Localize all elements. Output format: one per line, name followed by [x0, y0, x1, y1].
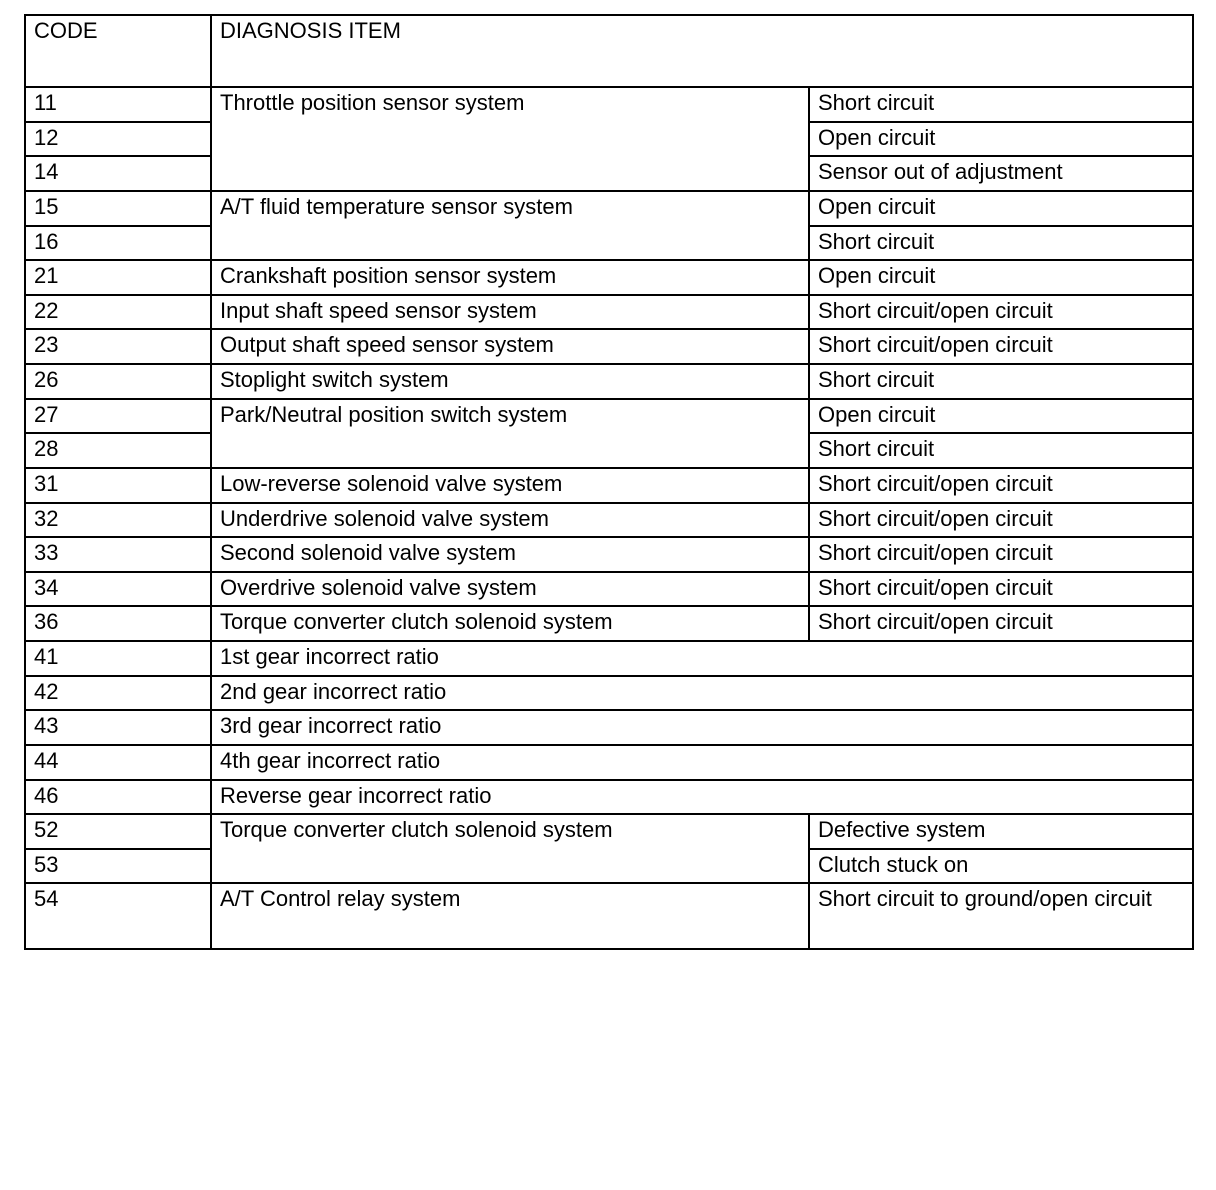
cell-detail: Clutch stuck on [809, 849, 1193, 884]
cell-code: 32 [25, 503, 211, 538]
cell-detail: Short circuit/open circuit [809, 468, 1193, 503]
table-row [25, 883, 1193, 949]
cell-code: 36 [25, 606, 211, 641]
table-row [25, 537, 1193, 572]
cell-code: 14 [25, 156, 211, 191]
cell-detail: Short circuit/open circuit [809, 295, 1193, 330]
table-row [25, 260, 1193, 295]
cell-code: 46 [25, 780, 211, 815]
cell-code: 27 [25, 399, 211, 434]
diagnosis-code-table [24, 14, 1194, 950]
cell-code: 52 [25, 814, 211, 849]
cell-item: Crankshaft position sensor system [211, 260, 809, 295]
cell-code: 23 [25, 329, 211, 364]
cell-code: 42 [25, 676, 211, 711]
cell-code: 53 [25, 849, 211, 884]
table-header-row [25, 15, 1193, 87]
cell-code: 41 [25, 641, 211, 676]
table-row [25, 468, 1193, 503]
cell-detail: Open circuit [809, 191, 1193, 226]
cell-item: Reverse gear incorrect ratio [211, 780, 1193, 815]
cell-item: 2nd gear incorrect ratio [211, 676, 1193, 711]
cell-item: Stoplight switch system [211, 364, 809, 399]
cell-detail: Sensor out of adjustment [809, 156, 1193, 191]
column-header-code: CODE [25, 15, 211, 87]
table-row [25, 364, 1193, 399]
column-header-diagnosis-item: DIAGNOSIS ITEM [211, 15, 1193, 87]
cell-detail: Short circuit to ground/open circuit [809, 883, 1193, 949]
cell-code: 44 [25, 745, 211, 780]
table-row [25, 399, 1193, 434]
cell-code: 22 [25, 295, 211, 330]
cell-code: 15 [25, 191, 211, 226]
cell-item: Input shaft speed sensor system [211, 295, 809, 330]
cell-code: 16 [25, 226, 211, 261]
cell-detail: Short circuit [809, 433, 1193, 468]
cell-code: 43 [25, 710, 211, 745]
cell-item: Torque converter clutch solenoid system [211, 814, 809, 883]
cell-code: 11 [25, 87, 211, 122]
cell-item: Low-reverse solenoid valve system [211, 468, 809, 503]
cell-item: Underdrive solenoid valve system [211, 503, 809, 538]
table-row [25, 710, 1193, 745]
cell-code: 54 [25, 883, 211, 949]
cell-item: Output shaft speed sensor system [211, 329, 809, 364]
table-row [25, 676, 1193, 711]
cell-detail: Short circuit [809, 364, 1193, 399]
table-row [25, 503, 1193, 538]
cell-detail: Short circuit/open circuit [809, 503, 1193, 538]
cell-item: 3rd gear incorrect ratio [211, 710, 1193, 745]
cell-item: A/T fluid temperature sensor system [211, 191, 809, 260]
table-row [25, 780, 1193, 815]
cell-detail: Short circuit/open circuit [809, 537, 1193, 572]
table-row [25, 295, 1193, 330]
cell-item: Park/Neutral position switch system [211, 399, 809, 468]
cell-item: Overdrive solenoid valve system [211, 572, 809, 607]
cell-detail: Open circuit [809, 260, 1193, 295]
cell-detail: Short circuit/open circuit [809, 572, 1193, 607]
table-row [25, 191, 1193, 226]
cell-item: 1st gear incorrect ratio [211, 641, 1193, 676]
cell-item: Torque converter clutch solenoid system [211, 606, 809, 641]
cell-detail: Defective system [809, 814, 1193, 849]
table-row [25, 572, 1193, 607]
table-row [25, 87, 1193, 122]
table-row [25, 329, 1193, 364]
diagnosis-code-table-page [24, 14, 1192, 950]
cell-item: A/T Control relay system [211, 883, 809, 949]
cell-code: 21 [25, 260, 211, 295]
cell-code: 34 [25, 572, 211, 607]
cell-detail: Short circuit [809, 226, 1193, 261]
cell-code: 26 [25, 364, 211, 399]
cell-code: 12 [25, 122, 211, 157]
cell-code: 31 [25, 468, 211, 503]
cell-item: 4th gear incorrect ratio [211, 745, 1193, 780]
cell-code: 33 [25, 537, 211, 572]
cell-detail: Short circuit/open circuit [809, 329, 1193, 364]
cell-code: 28 [25, 433, 211, 468]
cell-item: Throttle position sensor system [211, 87, 809, 191]
table-row [25, 745, 1193, 780]
table-row [25, 814, 1193, 849]
cell-detail: Short circuit [809, 87, 1193, 122]
table-row [25, 606, 1193, 641]
cell-detail: Short circuit/open circuit [809, 606, 1193, 641]
table-row [25, 641, 1193, 676]
cell-detail: Open circuit [809, 399, 1193, 434]
cell-item: Second solenoid valve system [211, 537, 809, 572]
cell-detail: Open circuit [809, 122, 1193, 157]
